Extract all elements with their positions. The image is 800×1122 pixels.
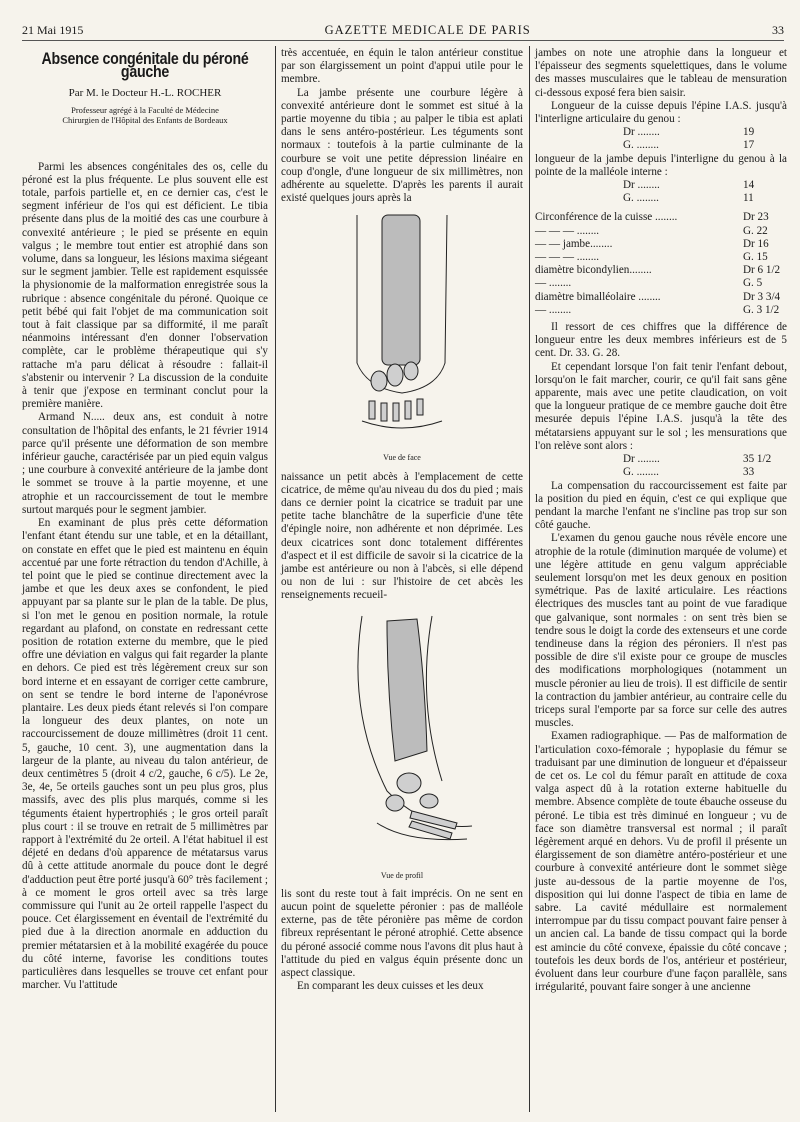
measurement-row: — — jambe........ Dr 16 [535,237,769,250]
xray-figure-profile [281,611,523,882]
measurement-table [535,211,787,317]
measurement-row: G. ........ 33 [623,466,755,479]
author-affiliation [22,105,268,125]
measurement-practical-length [535,453,787,479]
measurement-row: — ........ G. 3 1/2 [535,303,780,316]
paragraph: Et cependant lorsque l'on fait tenir l'enfant debout, lorsqu'on le fait marcher, courir, ce qu'il fait sans gêne apparente, mais avec une petite claudication, on voit que la longueur pratique de ce membre gauche doit être mesurée depuis l'épine I.A.S. jusqu'à la tête des métatarsiens appuyant sur le sol ; les mensurations que l'on relève sont alors : [535,360,787,452]
paragraph: jambes on note une atrophie dans la longueur et l'épaisseur des segments squelettiques, dans le volume des masses musculaires que le tableau de mensuration ci-dessous exposé fera bien saisir. [535,47,787,99]
paragraph: lis sont du reste tout à fait imprécis. On ne sent en aucun point de squelette péronier : pas de malléole externe, pas de tête péronière pas même de cordon fibreux représentant le péroné atrophié. Cette absence du péroné associé comme nous l'avons dit plus haut à l'attitude du pied en valgus équin présente donc un aspect classique. [281,887,523,980]
measurement-row: — — — ........ G. 15 [535,251,768,264]
measurement-row: Dr ........ 19 [623,126,755,139]
figure-caption-front: Vue de face [383,453,421,463]
page-number: 33 [771,22,784,37]
paragraph: Examen radiographique. — Pas de malformation de l'articulation coxo-fémorale ; hypoplasie du fémur se traduisant par une diminution de longueur et d'épaisseur de cet os. Le col du fémur paraît en attitude de coxa valga aspect dû à la rotation externe habituelle du membre. Absence complète de toute ébauche osseuse du péroné. Le tibia est très diminué en longueur ; vu de face son diamètre transversal est normal ; il paraît légèrement arqué en dehors. Vu de profil il présente un élargissement de son diamètre antéro-postérieur et une courbure à convexité antérieure dont le sommet siège juste au-dessous de la partie moyenne de l'os, disposition qui lui donne l'aspect de tibia en lame de sabre. La cavité médullaire est normalement interrompue par du tissu compact pouvant faire penser à un ancien cal. La bande de tissu compact qui la borde est amincie du côté convexe, épaissie du côté concave ; toutefois les deux bords de l'os, antérieur et postérieur, évoluent dans leur courbure d'une façon parallèle, sans irrégularité, pouvant faire songer à une ancienne [535,730,787,994]
affiliation-line-1: Professeur agrégé à la Faculté de Médecine [71,104,219,115]
paragraph: Parmi les absences congénitales des os, celle du péroné est la plus fréquente. Le plus souvent elle est totale, parfois partielle et, en ce dernier cas, c'est le segment inférieur de l'os qui est déficient. Le tibia présente dans plus de la moitié des cas une courbure à convexité antérieure ; le pied se présente en equin valgus ; le membre tout entier est atrophié dans son volume, dans sa longueur, les lésions maxima siégeant sur le segment jambier. Telle est rapidement esquissée la physionomie de la malformation enregistrée sous la rubrique : absence congénitale du péroné. Quoique ce petit bébé qui fait l'objet de ma communication soit tout à fait classique par sa difformité, il me paraît néanmoins intéressant d'en donner l'observation complète, car le problème thérapeutique qui s'y rattache m'a paru délicat à résoudre : fallait-il s'abstenir ou intervenir ? La discussion de la conduite à tenir que j'expose en terminant conclut pour la première manière. [22,160,268,411]
figure-caption-profile: Vue de profil [380,870,424,880]
xray-front-drawing [327,213,477,448]
article-title: Absence congénitale du péroné gauche [41,50,249,82]
paragraph: En comparant les deux cuisses et les deux [297,980,484,993]
measurement-row: — — — ........ G. 22 [535,224,768,237]
measurement-row: diamètre bicondylien........ Dr 6 1/2 [535,264,781,277]
measurement-leg-length [535,153,787,206]
column-rule-2 [529,46,530,1112]
measurement-title: Longueur de la cuisse depuis l'épine I.A.S. jusqu'à l'interligne articulaire du genou : [535,99,787,126]
issue-date: 21 Mai 1915 [22,22,84,37]
measurement-row: G. ........ 11 [623,192,754,205]
measurement-row: — ........ G. 5 [535,277,763,290]
paragraph: naissance un petit abcès à l'emplacement de cette cicatrice, de même qu'au niveau du dos du pied ; mais dans ce dernier point la cicatrice se traduit par une petite tache blanchâtre de la superficie d'une tête d'épingle noire, non adhérente et non déprimée. Les deux cicatrices sont donc totalement différentes d'aspect et il est difficile de savoir si la cicatrice de la jambe est antérieure ou non à l'abcès, si elle dépend ou non de lui : sur l'histoire de cet abcès les renseignements recueil- [281,470,523,602]
measurement-row: Dr ........ 14 [623,179,755,192]
column-1 [22,47,268,992]
paragraph: Il ressort de ces chiffres que la différence de longueur entre les deux membres inférieurs est de 5 cent. Dr. 33. G. 28. [535,321,787,360]
paragraph: La compensation du raccourcissement est faite par la position du pied en équin, c'est ce qui explique que pendant la marche l'enfant ne s'incline pas trop sur son côté gauche. [535,479,787,532]
xray-figure-front [281,213,523,464]
column-rule-1 [275,46,276,1112]
paragraph: En examinant de plus près cette déformation l'enfant étant étendu sur une table, et en la détaillant, on constate en effet que le pied est maintenu en équin accentué par une forte rétraction du tendon d'Achille, à tel point que le pied se continue directement avec la jambe et que les deux axes se confondent, le pied appuyant par sa plante sur le plan de la table. De plus, si l'on met le genou en position normale, la rotule regardant au plafond, on constate en redressant cette position de rotation externe du membre, que le pied offre une déviation en valgus qui fait regarder la plante en dehors. Ce pied est très légèrement creux sur son bord interne et en essayant de corriger cette cambrure, on sent se tendre le bord interne de l'aponévrose plantaire. Les deux pieds étant relevés si l'on compare la longueur des deux plantes, on note un raccourcissement de douze millimètres (droit 11 cent. 5, gauche, 10 cent. 3), une augmentation dans la largeur de la plante, au niveau du talon antérieur, de deux centimètres 5 (droit 4 c/2, gauche, 6 c/5). Le 2e, 3e, 4e, 5e orteils gauches sont un peu plus gros, plus massifs, avec des plis plus marqués, comme si les téguments étaient hypertrophiés ; le gros orteil paraît plus court : il se trouve en retrait de 5 millimètres par rapport à l'extrémité du 2e orteil. A l'état habituel il est déjeté en dedans d'où apparence de métatarsus varus dû à cette attitude anormale du pouce dont le degré d'adduction peut être porté jusqu'à 60° très facilement ; à ce moment le gros orteil avec sa très large commissure qui l'unit au 2e orteil rappelle l'aspect du pouce. Cet élargissement en éventail de l'extrémité du pied due à la direction anormale en adduction du premier métatarsien et à la mobilité exagérée du pouce du côté interne, favorise les conditions toutes particulières dans lesquelles se trouve cet enfant pour marcher. Vu l'attitude [22,517,268,992]
column-2 [281,47,523,994]
page-header [22,20,784,41]
affiliation-line-2: Chirurgien de l'Hôpital des Enfants de Bordeaux [62,114,228,125]
column-3 [535,47,787,994]
author-byline: Par M. le Docteur H.-L. ROCHER [68,87,222,100]
xray-profile-drawing [317,611,487,866]
measurement-thigh-length [535,100,787,153]
measurement-title: longueur de la jambe depuis l'interligne du genou à la pointe de la malléole interne : [535,152,787,178]
journal-title: GAZETTE MEDICALE DE PARIS [324,22,531,37]
paragraph: très accentuée, en équin le talon antérieur constitue par son élargissement un point d'appui utile pour le membre. [281,47,523,86]
paragraph: L'examen du genou gauche nous révèle encore une atrophie de la rotule (diminution marquée de volume) et une légère attitude en genu valgum appréciable seulement lorsqu'on met les deux genoux en position symétrique. Pas de laxité articulaire. Les réactions électriques des muscles tant au point de vue faradique que galvanique, sont normales : on sent très bien se tendre sous le doigt la corde des extenseurs et une corde tendineuse dans la région des péroniers. Il n'est pas possible de dire s'il existe pour ce groupe de muscles des modifications morphologiques (notamment un muscle péronier au lieu de trois). Il est difficile de sentir la contraction du jambier antérieur, au contraire celle du triceps sural l'emporte par sa force sur celle des autres muscles. [535,532,787,730]
measurement-row: G. ........ 17 [623,139,755,152]
measurement-row: diamètre bimalléolaire ........ Dr 3 3/4 [535,290,781,303]
paragraph: La jambe présente une courbure légère à convexité antérieure dont le sommet est situé à la partie moyenne du tibia ; au palper le tibia est aplati dans le sens antéro-postérieur. Les téguments sont normaux : toutefois à la partie culminante de la courbure se voit une petite dépression linéaire en coup d'ongle, d'une longueur de six millimètres, non adhérente au squelette. D'après les parents il aurait existé quelques jours après la [281,86,523,205]
paragraph: Armand N..... deux ans, est conduit à notre consultation de l'hôpital des enfants, le 21 février 1914 parce qu'il présente une déformation de son membre inférieur gauche, caractérisée par un pied equin valgus ; une courbure à convexité antérieure de la jambe dont le sommet se trouve à la partie moyenne, et une atrophie et un raccourcissement de tout le membre surtout marqués pour le segment jambier. [22,411,268,516]
measurement-row: Dr ........ 35 1/2 [623,453,772,466]
measurement-row: Circonférence de la cuisse ........ Dr 23 [535,211,769,224]
